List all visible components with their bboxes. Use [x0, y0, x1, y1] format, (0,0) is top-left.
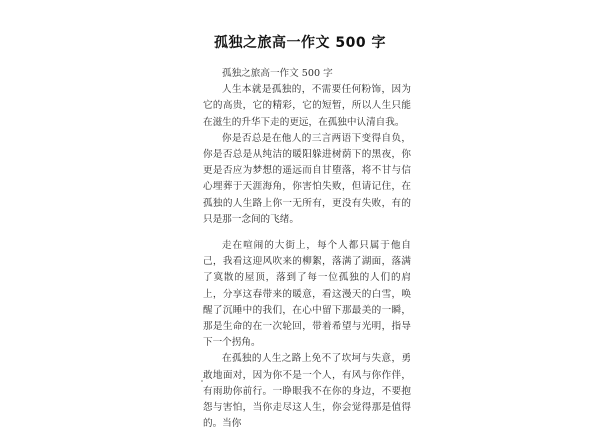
document-body: [203, 66, 411, 432]
paragraph-3: 走在喧闹的大街上，每个人都只属于他自己，我看这迎风吹来的柳絮，落满了湖面，落满了寞散的屋顶，落到了每一位孤独的人们的肩上，分享这春带来的暖意，看这漫天的白雪，唤醒了沉睡中的我们，在心中留下那最美的一瞬，那是生命的在一次轮回，带着希望与光明，指导下一个拐角。: [203, 240, 411, 349]
scan-speck: [201, 380, 203, 382]
paragraph-4: 在孤独的人生之路上免不了坎坷与失意，勇敢地面对，因为你不是一个人，有风与你作伴，有雨助你前行。一睁眼我不在你的身边，不要抱怨与害怕，当你走尽这人生，你会觉得那是值得的。当你: [203, 353, 411, 430]
paragraph-1: 人生本就是孤独的，不需要任何粉饰，因为它的高贵，它的精彩，它的短暂，所以人生只能在滋生的升华下走的更远，在孤独中认清自我。: [203, 84, 411, 128]
paragraph-2: 你是否总是在他人的三言两语下变得自负，你是否总是从纯洁的暖阳躲进树荫下的黑夜，你更是否应为梦想的遥远而自甘堕落，将不甘与信心埋葬于天涯海角，你害怕失败，但请记住，在孤独的人生路上你一无所有，更没有失败，有的只是那一念间的飞绪。: [203, 132, 411, 225]
paragraph-subtitle: 孤独之旅高一作文 500 字: [222, 68, 333, 79]
document-title: 孤独之旅高一作文 500 字: [214, 35, 386, 51]
